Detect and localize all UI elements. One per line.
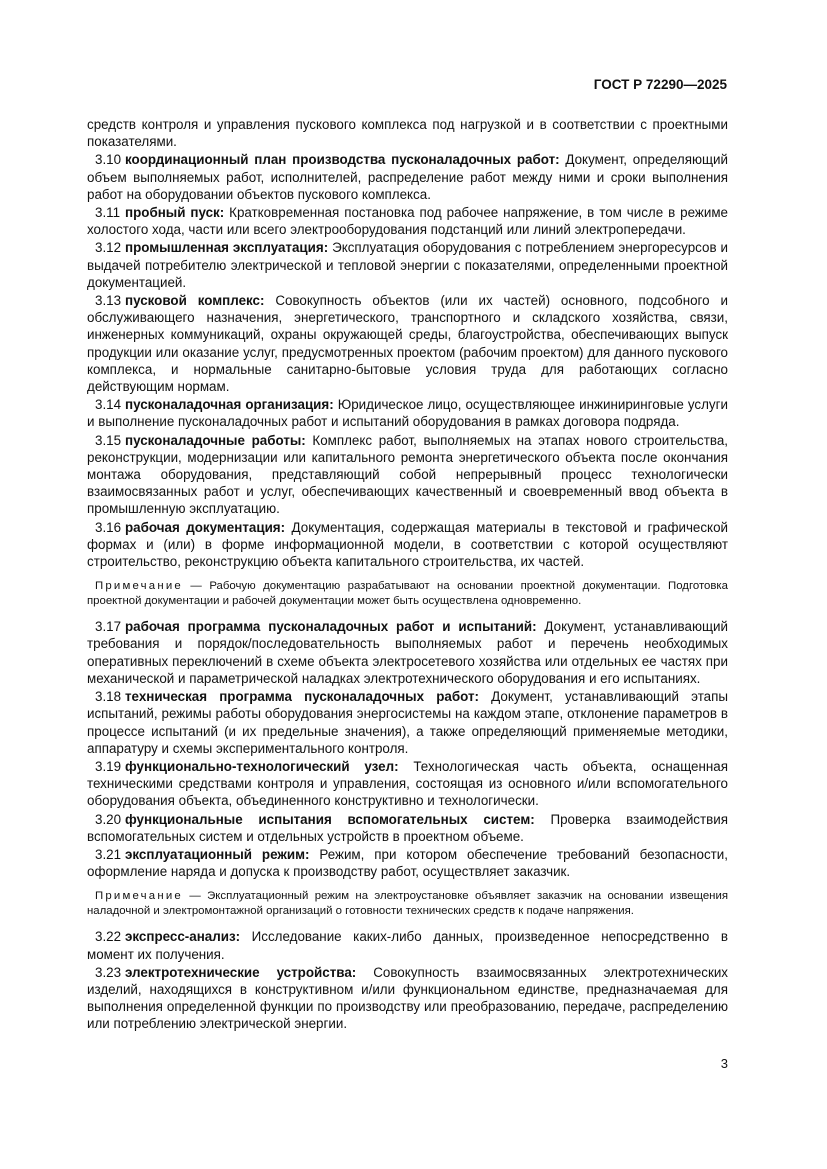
definition-text: Документ, устанавливающий требования и порядок/последовательность выполняемых работ и перечень необходимых оперативных переключений в схеме объекта электросетевого хозяйства или отдельных ее частях при механической и параметрической наладках электротехнического оборудования и его испытаниях. <box>87 619 728 686</box>
definition-paragraph <box>87 688 728 757</box>
definition-term: пробный пуск: <box>125 205 225 221</box>
definition-number: 3.11 <box>95 205 121 221</box>
definition-paragraph <box>87 964 728 1033</box>
intro-paragraph: средств контроля и управления пускового комплекса под нагрузкой и в соответствии с проектными показателями. <box>87 117 728 150</box>
definition-paragraph <box>87 758 728 810</box>
page-number: 3 <box>720 1056 728 1071</box>
note-label: Примечание <box>95 890 183 903</box>
note-2 <box>87 889 728 919</box>
definition-number: 3.12 <box>95 240 122 256</box>
document-body <box>87 116 728 1034</box>
definition-term: техническая программа пусконаладочных работ: <box>125 689 479 705</box>
definition-text: Документ, устанавливающий этапы испытаний, режимы работы оборудования энергосистемы на каждом этапе, отклонение параметров в процессе испытаний (и их предельные значения), а также определяющий применяемые методики, аппаратуру и схемы экспериментального контроля. <box>87 689 729 756</box>
note-text: — Рабочую документацию разрабатывают на основании проектной документации. Подготовка проектной документации и рабочей документации может быть осуществлена одновременно. <box>87 580 728 608</box>
definition-number: 3.14 <box>95 397 122 413</box>
definitions-list-2 <box>87 618 728 880</box>
definition-term: промышленная эксплуатация: <box>125 240 329 256</box>
definition-paragraph <box>87 151 728 203</box>
definition-term: рабочая документация: <box>125 519 286 535</box>
definition-text: Совокупность объектов (или их частей) основного, подсобного и обслуживающего назначения, энергетического, транспортного и складского хозяйства, связи, инженерных коммуникаций, охраны окружающей среды, благоустройства, обеспечивающих выпуск продукции или оказание услуг, предусмотренных проектом (рабочим проектом) для данного пускового комплекса, и нормальные санитарно-бытовые условия труда для работающих согласно действующим нормам. <box>87 293 728 395</box>
definition-number: 3.16 <box>95 519 122 535</box>
definition-term: пусконаладочная организация: <box>125 397 334 413</box>
definition-number: 3.15 <box>95 432 122 448</box>
definition-term: функциональные испытания вспомогательных систем: <box>125 811 535 827</box>
definition-text: Режим, при котором обеспечение требований безопасности, оформление наряда и допуска к производству работ, осуществляет заказчик. <box>87 846 728 880</box>
definition-paragraph <box>87 811 728 845</box>
definition-paragraph <box>87 239 728 291</box>
definition-text: Комплекс работ, выполняемых на этапах нового строительства, реконструкции, модернизации или капитального ремонта энергетического объекта после окончания монтажа оборудования, представляющий собой непрерывный процесс технологически взаимосвязанных работ и услуг, обеспечивающих качественный и своевременный ввод объекта в промышленную эксплуатацию. <box>87 432 728 517</box>
note-label: Примечание <box>95 580 183 593</box>
definition-term: эксплуатационный режим: <box>125 846 310 862</box>
definition-number: 3.10 <box>95 152 122 168</box>
definition-term: функционально-технологический узел: <box>125 758 399 774</box>
definition-text: Совокупность взаимосвязанных электротехнических изделий, находящихся в конструктивном и/или функциональном единстве, предназначаемая для выполнения определенной функции по производству или преобразованию, передаче, распределению или потреблению электрической энергии. <box>87 964 728 1032</box>
definition-paragraph <box>87 846 728 880</box>
definitions-list <box>87 151 728 570</box>
definition-number: 3.13 <box>95 293 122 309</box>
definition-text: Документ, определяющий объем выполняемых работ, исполнителей, распределение работ между ними и сроки выполнения работ на оборудовании объектов пускового комплекса. <box>87 152 728 202</box>
definition-text: Юридическое лицо, осуществляющее инжиниринговые услуги и выполнение пусконаладочных работ и испытаний оборудования в рамках договора подряда. <box>87 397 728 430</box>
definition-paragraph <box>87 396 728 430</box>
definitions-list-3 <box>87 928 728 1032</box>
definition-text: Исследование каких-либо данных, произведенное непосредственно в момент их получения. <box>87 929 728 962</box>
definition-paragraph <box>87 618 728 687</box>
definition-term: рабочая программа пусконаладочных работ и испытаний: <box>125 619 537 635</box>
note-text: — Эксплуатационный режим на электроустановке объявляет заказчик на основании извещения наладочной и электромонтажной организаций о готовности технических средств к подаче напряжения. <box>87 890 728 918</box>
document-header-standard: ГОСТ Р 72290—2025 <box>593 77 727 92</box>
definition-number: 3.22 <box>95 929 122 945</box>
definition-term: координационный план производства пусконаладочных работ: <box>125 152 560 168</box>
definition-text: Кратковременная постановка под рабочее напряжение, в том числе в режиме холостого хода, части или всего электрооборудования подстанций или линий электропередачи. <box>87 205 728 238</box>
definition-term: экспресс-анализ: <box>125 929 241 945</box>
note-1 <box>87 579 728 609</box>
definition-term: пусконаладочные работы: <box>125 432 306 448</box>
definition-number: 3.21 <box>95 846 122 862</box>
definition-text: Проверка взаимодействия вспомогательных систем и отдельных устройств в проектном объеме. <box>87 811 728 844</box>
definition-number: 3.19 <box>95 758 122 774</box>
definition-text: Технологическая часть объекта, оснащенная техническими средствами контроля и управления, состоящая из основного и/или вспомогательного оборудования объекта, объединенного конструктивно и технологически. <box>87 758 728 809</box>
definition-paragraph <box>87 432 728 518</box>
definition-text: Документация, содержащая материалы в текстовой и графической формах и (или) в форме информационной модели, в соответствии с которой осуществляют строительство, реконструкцию объекта капитального строительства, их частей. <box>87 519 728 570</box>
definition-paragraph <box>87 292 728 395</box>
definition-term: электротехнические устройства: <box>125 964 357 980</box>
definition-text: Эксплуатация оборудования с потреблением энергоресурсов и выдачей потребителю электрической и тепловой энергии с показателями, определенными проектной документацией. <box>87 240 728 290</box>
definition-number: 3.17 <box>95 619 122 635</box>
definition-paragraph <box>87 519 728 571</box>
definition-number: 3.23 <box>95 964 122 980</box>
definition-term: пусковой комплекс: <box>125 293 265 309</box>
definition-number: 3.20 <box>95 811 122 827</box>
definition-paragraph <box>87 204 728 238</box>
definition-number: 3.18 <box>95 689 122 705</box>
definition-paragraph <box>87 928 728 962</box>
